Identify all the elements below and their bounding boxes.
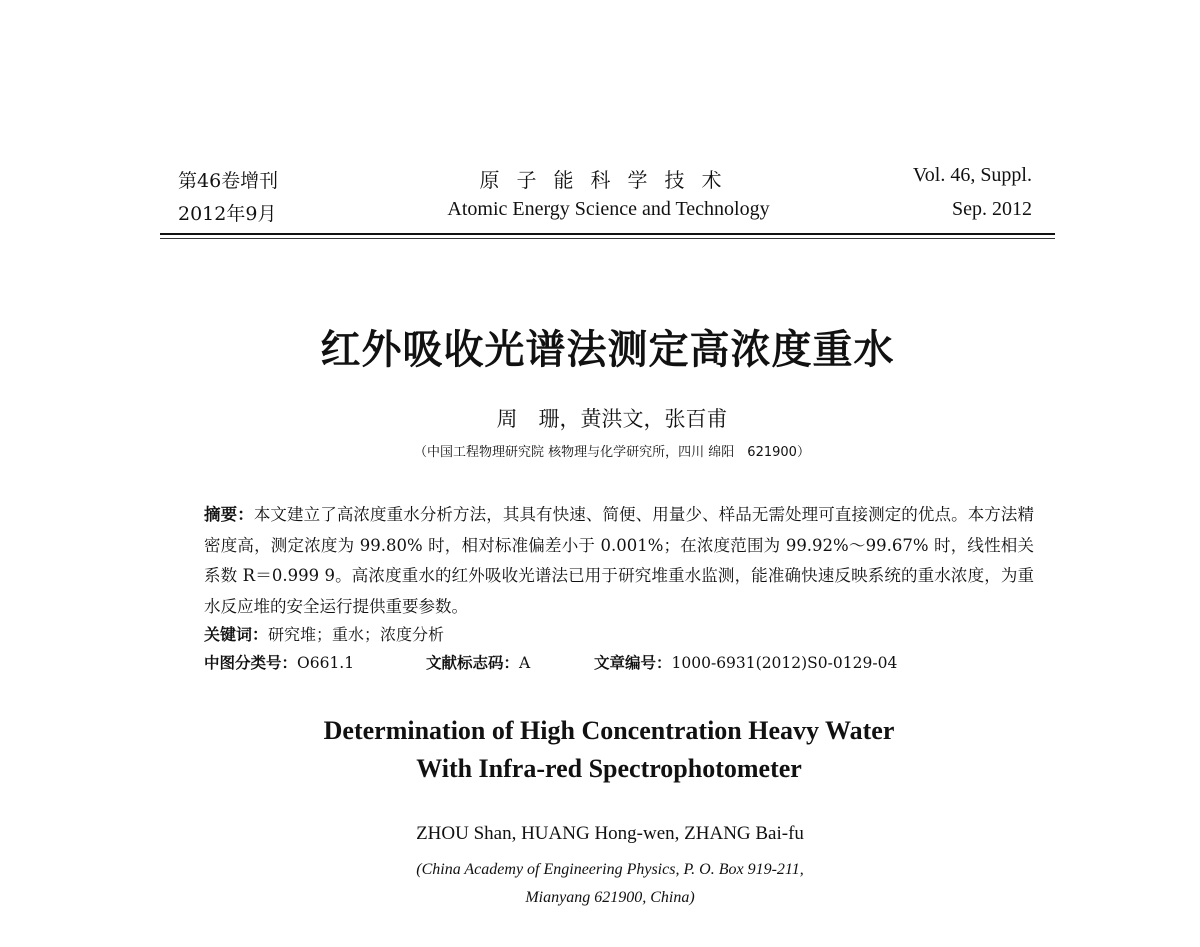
journal-date-cn: 2012年9月 bbox=[178, 203, 277, 225]
article-id bbox=[594, 651, 897, 673]
article-title-cn: 红外吸收光谱法测定高浓度重水 bbox=[320, 327, 895, 373]
title-en-line2: With Infra-red Spectrophotometer bbox=[416, 754, 802, 783]
journal-name-en: Atomic Energy Science and Technology bbox=[447, 198, 770, 220]
abstract-label: 摘要： bbox=[204, 505, 254, 524]
clc-value: O661.1 bbox=[297, 654, 355, 672]
article-id-label: 文章编号： bbox=[594, 654, 672, 672]
doc-code-label: 文献标志码： bbox=[426, 654, 520, 672]
abstract-text: 本文建立了高浓度重水分析方法，其具有快速、简便、用量少、样品无需处理可直接测定的优点。本方法精密度高，测定浓度为 99.80% 时，相对标准偏差小于 0.001%；在浓度范围为 99.92%～99.67% 时，线性相关系数 R＝0.999 9。高浓度重水的红外吸收光谱法已用于研究堆重水监测，能准确快速反映系统的重水浓度，为重水反应堆的安全运行提供重要参数。 bbox=[204, 505, 1035, 616]
authors-cn: 周 珊，黄洪文，张百甫 bbox=[496, 407, 728, 431]
journal-date-en: Sep. 2012 bbox=[952, 198, 1032, 220]
article-id-value: 1000-6931(2012)S0-0129-04 bbox=[671, 654, 898, 672]
clc-number bbox=[204, 651, 426, 673]
keywords-text: 研究堆；重水；浓度分析 bbox=[268, 625, 445, 644]
classification-row bbox=[204, 651, 897, 673]
journal-volume-cn: 第46卷增刊 bbox=[178, 170, 279, 192]
affiliation-en-line2: Mianyang 621900, China) bbox=[525, 889, 695, 906]
clc-label: 中图分类号： bbox=[204, 654, 298, 672]
header-rule-thick bbox=[160, 233, 1055, 235]
keywords-cn bbox=[204, 622, 444, 645]
keywords-label: 关键词： bbox=[204, 625, 269, 644]
document-code bbox=[426, 651, 594, 673]
affiliation-en-line1: (China Academy of Engineering Physics, P. O. Box 919-211, bbox=[416, 861, 804, 878]
journal-name-cn: 原子能科学技术 bbox=[479, 168, 739, 192]
doc-code-value: A bbox=[519, 654, 531, 672]
article-title-en bbox=[0, 712, 1200, 788]
authors-en: ZHOU Shan, HUANG Hong-wen, ZHANG Bai-fu bbox=[416, 823, 804, 844]
affiliation-en bbox=[0, 856, 1200, 912]
abstract-cn bbox=[204, 500, 1034, 622]
affiliation-cn: （中国工程物理研究院 核物理与化学研究所，四川 绵阳 621900） bbox=[414, 445, 810, 460]
title-en-line1: Determination of High Concentration Heavy Water bbox=[323, 716, 895, 745]
journal-volume-en: Vol. 46, Suppl. bbox=[912, 164, 1032, 186]
header-rule-thin bbox=[160, 238, 1055, 239]
